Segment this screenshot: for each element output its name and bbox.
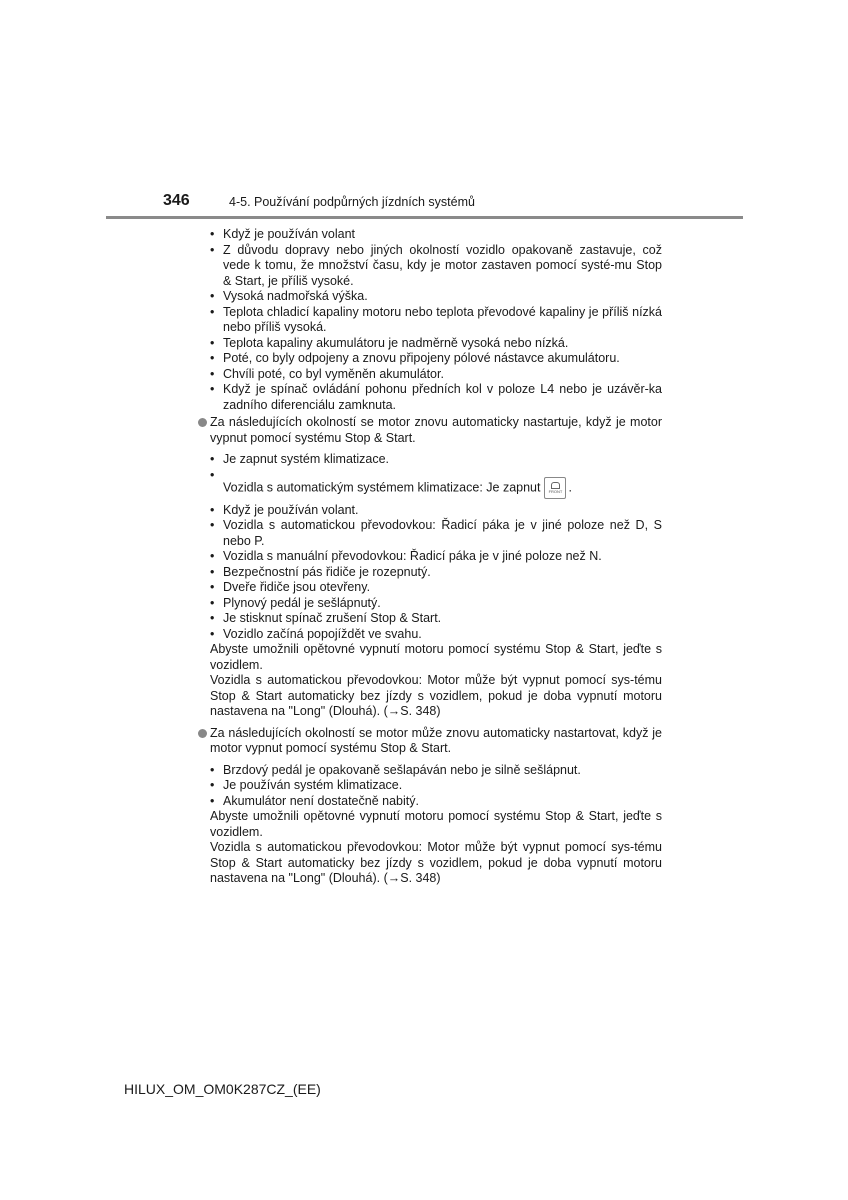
list-item: • Poté, co byly odpojeny a znovu připojeny pólové nástavce akumulátoru. (210, 351, 662, 367)
list-item: • Chvíli poté, co byl vyměněn akumulátor. (210, 367, 662, 383)
list-item: • Vysoká nadmořská výška. (210, 289, 662, 305)
list-item: • Plynový pedál je sešlápnutý. (210, 596, 662, 612)
list-item: • Je stisknut spínač zrušení Stop & Start. (210, 611, 662, 627)
conditions-list (210, 227, 662, 413)
list-item: • Dveře řidiče jsou otevřeny. (210, 580, 662, 596)
list-item: • Když je používán volant. (210, 503, 662, 519)
page-number: 346 (163, 192, 190, 209)
list-item: • Teplota kapaliny akumulátoru je nadměrně vysoká nebo nízká. (210, 336, 662, 352)
section-title: 4-5. Používání podpůrných jízdních systémů (229, 195, 475, 209)
list-item: • Je zapnut systém klimatizace. (210, 452, 662, 468)
list-item-auto-ac (210, 468, 662, 503)
auto-ac-text: Vozidla s automatickým systémem klimatizace: Je zapnut (223, 479, 541, 494)
restart-note-1: Abyste umožnili opětovné vypnutí motoru pomocí systému Stop & Start, jeďte s vozidlem. (210, 642, 662, 672)
front-defroster-icon (544, 477, 566, 499)
fan-shape (551, 482, 560, 489)
list-item: • Když je spínač ovládání pohonu předních kol v poloze L4 nebo je uzávěr-ka zadního diferenciálu zamknuta. (210, 382, 662, 413)
restart-section-intro (210, 415, 662, 446)
may-restart-note-1: Abyste umožnili opětovné vypnutí motoru pomocí systému Stop & Start, jeďte s vozidlem. (210, 809, 662, 839)
list-item: • Teplota chladicí kapaliny motoru nebo teplota převodové kapaliny je příliš nízká nebo příliš vysoká. (210, 305, 662, 336)
list-item: • Vozidla s automatickou převodovkou: Řadicí páka je v jiné poloze než D, S nebo P. (210, 518, 662, 549)
list-item: • Když je používán volant (210, 227, 662, 243)
page-header (0, 186, 848, 226)
restart-note-2: Vozidla s automatickou převodovkou: Motor může být vypnut pomocí sys-tému Stop & Start automaticky bez jízdy s vozidlem, pokud je doba vypnutí motoru nastavena na "Long" (Dlouhá). (→S. 348) (210, 673, 662, 718)
list-item: • Bezpečnostní pás řidiče je rozepnutý. (210, 565, 662, 581)
may-restart-section-intro (210, 726, 662, 757)
may-restart-intro-text: Za následujících okolností se motor může znovu automaticky nastartovat, když je motor vypnut pomocí systému Stop & Start. (210, 725, 662, 755)
may-restart-list (210, 763, 662, 810)
front-icon-label: FRONT (548, 488, 563, 494)
list-item: • Z důvodu dopravy nebo jiných okolností vozidlo opakovaně zastavuje, což vede k tomu, že množství času, kdy je motor zastaven pomocí systé-mu Stop & Start, je příliš vysoké. (210, 243, 662, 290)
header-rule (106, 216, 743, 219)
may-restart-note-2: Vozidla s automatickou převodovkou: Motor může být vypnut pomocí sys-tému Stop & Start automaticky bez jízdy s vozidlem, pokud je doba vypnutí motoru nastavena na "Long" (Dlouhá). (→S. 348) (210, 840, 662, 885)
restart-intro-text: Za následujících okolností se motor znovu automaticky nastartuje, když je motor vypnut pomocí systému Stop & Start. (210, 415, 662, 445)
bullet-circle-icon (198, 729, 207, 738)
list-item: • Brzdový pedál je opakovaně sešlapáván nebo je silně sešlápnut. (210, 763, 662, 779)
auto-ac-end: . (568, 479, 572, 494)
doc-code-footer: HILUX_OM_OM0K287CZ_(EE) (124, 1081, 321, 1097)
list-item: • Je používán systém klimatizace. (210, 778, 662, 794)
main-content (210, 227, 662, 887)
list-item: • Akumulátor není dostatečně nabitý. (210, 794, 662, 810)
bullet-circle-icon (198, 418, 207, 427)
list-item: • Vozidla s manuální převodovkou: Řadicí páka je v jiné poloze než N. (210, 549, 662, 565)
list-item: • Vozidlo začíná popojíždět ve svahu. (210, 627, 662, 643)
restart-list (210, 452, 662, 642)
